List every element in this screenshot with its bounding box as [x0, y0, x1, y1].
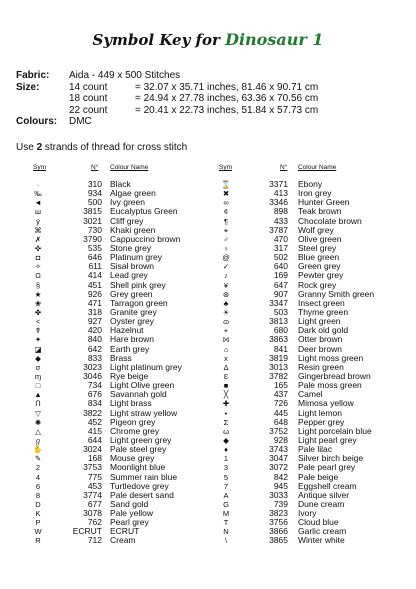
dmc-number: 413: [273, 188, 288, 199]
colour-name: Resin green: [298, 361, 344, 372]
colour-name: Pale moss green: [298, 380, 362, 391]
colour-name: Hunter Green: [298, 197, 350, 208]
colour-name: Earth grey: [110, 343, 150, 354]
symbol-glyph: △: [35, 426, 41, 436]
dmc-number: 646: [87, 252, 102, 263]
symbol-glyph: ⊛: [222, 289, 230, 299]
dmc-number: 644: [87, 434, 102, 445]
table-row: [0, 500, 416, 509]
colour-name: Garlic cream: [298, 526, 347, 537]
table-row: [0, 436, 416, 445]
symbol-glyph: K: [35, 509, 41, 519]
symbol-glyph: σ: [35, 362, 41, 372]
table-row: [0, 491, 416, 500]
dmc-number: 168: [87, 453, 102, 464]
dmc-number: 3743: [269, 444, 288, 455]
colour-name: Ivy green: [110, 197, 145, 208]
colour-name: Ivory: [298, 508, 317, 519]
symbol-glyph: ╳: [223, 390, 229, 400]
symbol-glyph: N: [223, 527, 229, 537]
dmc-number: 3371: [269, 179, 288, 189]
dmc-number: 503: [273, 306, 288, 317]
dmc-number: 907: [273, 288, 288, 299]
dmc-number: 3815: [83, 206, 102, 217]
colour-name: Steel grey: [298, 242, 337, 253]
page-title: [0, 30, 416, 49]
colour-name: Pale steel grey: [110, 444, 167, 455]
colour-name: Cream: [110, 535, 136, 546]
size-value: = 24.94 x 27.78 inches, 63.36 x 70.56 cm: [135, 93, 319, 104]
symbol-glyph: T: [223, 518, 229, 528]
colour-name: Light Olive green: [110, 380, 175, 391]
dmc-number: 169: [273, 270, 288, 281]
colour-name: Dark old gold: [298, 325, 349, 336]
table-row: [0, 253, 416, 262]
dmc-number: 3822: [83, 407, 102, 418]
table-row: [0, 226, 416, 235]
colour-name: Pearl grey: [110, 517, 149, 528]
colour-name: Light platinum grey: [110, 361, 182, 372]
dmc-number: 165: [273, 380, 288, 391]
symbol-glyph: 7: [223, 481, 229, 491]
dmc-number: 452: [87, 416, 102, 427]
symbol-glyph: ▲: [34, 390, 42, 400]
colour-name: Light porcelain blue: [298, 425, 372, 436]
symbol-glyph: □: [35, 381, 41, 391]
symbol-glyph: ⌂: [223, 344, 229, 354]
dmc-number: 3023: [83, 361, 102, 372]
dmc-number: ECRUT: [72, 526, 102, 537]
colour-name: Green grey: [298, 261, 341, 272]
colour-name: Chocolate brown: [298, 215, 362, 226]
dmc-number: 3024: [83, 444, 102, 455]
title-design-name: Dinosaur 1: [225, 30, 324, 49]
size-value: = 32.07 x 35.71 inches, 81.46 x 90.71 cm: [135, 81, 319, 93]
colour-name: Mimosa yellow: [298, 398, 354, 409]
dmc-number: 945: [273, 480, 288, 491]
colour-name: Granite grey: [110, 306, 157, 317]
symbol-glyph: ℊ: [34, 435, 42, 445]
colour-name: Rock grey: [298, 279, 337, 290]
dmc-number: 3756: [269, 517, 288, 528]
dmc-number: 762: [87, 517, 102, 528]
table-row: [0, 271, 416, 280]
size-row: [16, 105, 318, 117]
colour-name: Deer brown: [298, 343, 342, 354]
header-name-right: Colour Name: [298, 164, 337, 171]
dmc-number: 730: [87, 224, 102, 235]
dmc-number: 647: [273, 279, 288, 290]
table-row: [0, 527, 416, 536]
dmc-number: 3866: [269, 526, 288, 537]
colour-name: Lead grey: [110, 270, 148, 281]
table-row: [0, 482, 416, 491]
dmc-number: 310: [87, 179, 102, 189]
colour-name: Algae green: [110, 188, 156, 199]
dmc-number: 928: [273, 434, 288, 445]
table-row: [0, 326, 416, 335]
symbol-glyph: ☤: [35, 326, 41, 336]
symbol-glyph: G: [223, 499, 229, 509]
symbol-glyph: Σ: [223, 417, 229, 427]
colour-name: Granny Smith green: [298, 288, 375, 299]
colour-name: Silver birch beige: [298, 453, 364, 464]
symbol-glyph: ◘: [35, 253, 41, 263]
symbol-glyph: ✖: [222, 189, 230, 199]
symbol-glyph: ✧: [34, 262, 42, 272]
colour-name: Shell pink grey: [110, 279, 166, 290]
table-row: [0, 235, 416, 244]
colour-name: Pigeon grey: [110, 416, 156, 427]
colour-name: Cliff grey: [110, 215, 144, 226]
colour-name: Platinum grey: [110, 252, 162, 263]
dmc-number: 437: [273, 389, 288, 400]
fabric-value: Aida - 449 x 500 Stitches: [69, 70, 181, 81]
table-row: [0, 463, 416, 472]
colour-name: Cloud blue: [298, 517, 339, 528]
symbol-glyph: ✋: [33, 445, 43, 455]
dmc-number: 317: [273, 242, 288, 253]
colours-value: DMC: [69, 116, 92, 127]
title-prefix: Symbol Key for: [92, 31, 226, 49]
dmc-number: 451: [87, 279, 102, 290]
colour-name: Light moss green: [298, 352, 364, 363]
dmc-number: 712: [87, 535, 102, 546]
dmc-number: 841: [273, 343, 288, 354]
header-sym-left: Sym: [33, 164, 46, 171]
symbol-glyph: Ո: [35, 399, 41, 409]
table-row: [0, 317, 416, 326]
dmc-number: 640: [273, 261, 288, 272]
colour-name: Oyster grey: [110, 316, 154, 327]
dmc-number: 3790: [83, 233, 102, 244]
fabric-info: [16, 70, 318, 128]
symbol-glyph: 3: [223, 463, 229, 473]
size-count: 22 count: [69, 104, 108, 116]
colour-name: Savannah gold: [110, 389, 167, 400]
colour-name: Pale yellow: [110, 508, 153, 519]
size-count: 18 count: [69, 93, 108, 104]
dmc-number: 677: [87, 498, 102, 509]
symbol-glyph: ❀: [34, 298, 42, 308]
table-row: [0, 198, 416, 207]
dmc-number: 934: [87, 188, 102, 199]
dmc-number: 648: [273, 416, 288, 427]
table-row: [0, 354, 416, 363]
colour-name: Iron grey: [298, 188, 332, 199]
dmc-number: 3047: [269, 453, 288, 464]
colour-name: Light green grey: [110, 434, 172, 445]
colour-name: ECRUT: [110, 526, 140, 537]
symbol-glyph: W: [34, 527, 42, 537]
symbol-glyph: ω: [223, 426, 229, 436]
table-row: [0, 217, 416, 226]
dmc-number: 3078: [83, 508, 102, 519]
symbol-glyph: ɱ: [34, 371, 42, 381]
colour-name: Summer rain blue: [110, 471, 178, 482]
symbol-glyph: \: [224, 536, 228, 546]
colour-name: Dune cream: [298, 498, 345, 509]
fabric-row: [16, 70, 318, 82]
colour-name: Light brass: [110, 398, 152, 409]
table-row: [0, 290, 416, 299]
dmc-number: 3823: [269, 508, 288, 519]
colour-name: Pale desert sand: [110, 489, 174, 500]
symbol-glyph: @: [222, 253, 230, 263]
dmc-number: 318: [87, 306, 102, 317]
table-row: [0, 244, 416, 253]
symbol-glyph: ✚: [222, 399, 230, 409]
dmc-number: 453: [87, 480, 102, 491]
symbol-glyph: Ɛ: [223, 371, 229, 381]
dmc-number: 3346: [269, 197, 288, 208]
table-row: [0, 335, 416, 344]
symbol-glyph: ∆: [223, 362, 229, 372]
dmc-number: 502: [273, 252, 288, 263]
symbol-glyph: ◆: [35, 353, 41, 363]
symbol-glyph: ◆: [223, 435, 229, 445]
symbol-glyph: ★: [34, 289, 42, 299]
table-row: [0, 299, 416, 308]
symbol-glyph: ◄: [34, 198, 42, 208]
colour-name: Hazelnut: [110, 325, 144, 336]
colour-name: Brass: [110, 352, 132, 363]
colour-name: Insect green: [298, 297, 345, 308]
colour-name: Winter white: [298, 535, 345, 546]
dmc-number: 3013: [269, 361, 288, 372]
colour-name: Moonlight blue: [110, 462, 166, 473]
dmc-number: 775: [87, 471, 102, 482]
header-num-left: N°: [91, 164, 99, 171]
colour-name: Teak brown: [298, 206, 342, 217]
symbol-glyph: ♣: [223, 298, 229, 308]
symbol-glyph: ✤: [34, 307, 42, 317]
size-value: = 20.41 x 22.73 inches, 51.84 x 57.73 cm: [135, 104, 319, 116]
size-row: [16, 82, 318, 94]
symbol-glyph: ▽: [35, 408, 41, 418]
symbol-glyph: ¶: [223, 216, 229, 226]
dmc-number: 840: [87, 334, 102, 345]
dmc-number: 500: [87, 197, 102, 208]
symbol-glyph: x: [224, 353, 228, 363]
symbol-glyph: ⌖: [223, 225, 229, 235]
symbol-glyph: ¢: [223, 207, 229, 217]
dmc-number: 420: [87, 325, 102, 336]
colour-name: Pewter grey: [298, 270, 344, 281]
strand-count: 2: [36, 142, 43, 153]
colour-name: Black: [110, 179, 131, 189]
symbol-glyph: 1: [223, 454, 229, 464]
dmc-number: 833: [87, 352, 102, 363]
table-row: [0, 536, 416, 545]
colour-name: Eucalyptus Green: [110, 206, 178, 217]
colour-name: Turtledove grey: [110, 480, 169, 491]
symbol-glyph: Ω: [35, 271, 41, 281]
symbol-glyph: ✜: [34, 243, 42, 253]
colour-name: Pale pearl grey: [298, 462, 356, 473]
symbol-glyph: ✦: [34, 335, 42, 345]
colour-name: Light straw yellow: [110, 407, 178, 418]
dmc-number: 470: [273, 233, 288, 244]
table-row: [0, 409, 416, 418]
colour-name: Pepper grey: [298, 416, 345, 427]
colour-name: Cappuccino brown: [110, 233, 181, 244]
table-row: [0, 381, 416, 390]
dmc-number: 834: [87, 398, 102, 409]
symbol-glyph: M: [222, 509, 230, 519]
header-num-right: N°: [280, 164, 288, 171]
symbol-glyph: §: [35, 280, 41, 290]
dmc-number: 726: [273, 398, 288, 409]
dmc-number: 739: [273, 498, 288, 509]
dmc-number: 471: [87, 297, 102, 308]
colour-name: Gingerbread brown: [298, 370, 371, 381]
symbol-glyph: ☀: [222, 307, 230, 317]
size-row: [16, 93, 318, 105]
dmc-number: 926: [87, 288, 102, 299]
symbol-glyph: 4: [35, 472, 41, 482]
dmc-number: 3774: [83, 489, 102, 500]
colours-label: Colours:: [16, 116, 58, 127]
colour-name: Chrome grey: [110, 425, 160, 436]
colour-name: Light green: [298, 316, 341, 327]
dmc-number: 3753: [83, 462, 102, 473]
dmc-number: 3021: [83, 215, 102, 226]
header-name-left: Colour Name: [110, 164, 149, 171]
dmc-number: 414: [87, 270, 102, 281]
symbol-glyph: ‰: [34, 189, 42, 199]
colour-name: Thyme green: [298, 306, 349, 317]
dmc-number: 898: [273, 206, 288, 217]
symbol-glyph: 6: [35, 481, 41, 491]
symbol-glyph: ✺: [34, 417, 42, 427]
colour-name: Otter brown: [298, 334, 343, 345]
colour-name: Eggshell cream: [298, 480, 357, 491]
symbol-glyph: 8: [35, 490, 41, 500]
colour-name: Antique silver: [298, 489, 350, 500]
symbol-glyph: ◪: [34, 344, 42, 354]
dmc-number: 433: [273, 215, 288, 226]
colour-name: Rye beige: [110, 370, 149, 381]
colour-name: Stone grey: [110, 242, 152, 253]
symbol-glyph: ♀: [223, 243, 229, 253]
dmc-number: 927: [87, 316, 102, 327]
symbol-glyph: ⨝: [222, 335, 230, 345]
colour-name: Khaki green: [110, 224, 156, 235]
table-row: [0, 399, 416, 408]
symbol-glyph: <: [35, 317, 41, 327]
size-label: Size:: [16, 81, 40, 93]
dmc-number: 3072: [269, 462, 288, 473]
symbol-glyph: ♦: [224, 445, 228, 455]
colour-name: Pale lilac: [298, 444, 333, 455]
dmc-number: 415: [87, 425, 102, 436]
dmc-number: 3865: [269, 535, 288, 546]
table-row: [0, 308, 416, 317]
symbol-glyph: ♪: [224, 271, 228, 281]
symbol-glyph: 5: [223, 472, 229, 482]
dmc-number: 734: [87, 380, 102, 391]
symbol-glyph: ■: [223, 381, 229, 391]
symbol-glyph: 2: [35, 463, 41, 473]
dmc-number: 3347: [269, 297, 288, 308]
fabric-label: Fabric:: [16, 70, 50, 81]
dmc-number: 3782: [269, 370, 288, 381]
symbol-glyph: ✎: [34, 454, 42, 464]
dmc-number: 642: [87, 343, 102, 354]
colour-name: Camel: [298, 389, 323, 400]
thread-instruction: Use 2 strands of thread for cross stitch: [16, 142, 188, 153]
colour-name: Tarragon green: [110, 297, 168, 308]
key-rows: [0, 180, 416, 546]
header-sym-right: Sym: [219, 164, 232, 171]
dmc-number: 3046: [83, 370, 102, 381]
dmc-number: 3787: [269, 224, 288, 235]
symbol-glyph: P: [35, 518, 41, 528]
table-row: [0, 518, 416, 527]
colour-name: Mouse grey: [110, 453, 155, 464]
symbol-glyph: A: [223, 490, 229, 500]
colour-name: Wolf grey: [298, 224, 334, 235]
symbol-glyph: ¥: [223, 280, 229, 290]
symbol-glyph: +: [223, 326, 229, 336]
symbol-glyph: ♂: [223, 234, 229, 244]
dmc-number: 3033: [269, 489, 288, 500]
colour-name: Sisal brown: [110, 261, 154, 272]
table-row: [0, 509, 416, 518]
dmc-number: 611: [88, 261, 102, 272]
dmc-number: 3819: [269, 352, 288, 363]
colour-name: Hare brown: [110, 334, 154, 345]
colour-name: Grey green: [110, 288, 153, 299]
size-count: 14 count: [69, 81, 108, 93]
dmc-number: 3752: [269, 425, 288, 436]
dmc-number: 676: [87, 389, 102, 400]
symbol-glyph: ÿ: [36, 216, 40, 226]
symbol-glyph: R: [35, 536, 41, 546]
colour-name: Ebony: [298, 179, 323, 189]
dmc-number: 445: [273, 407, 288, 418]
colour-name: Pale beige: [298, 471, 339, 482]
dmc-number: 535: [87, 242, 102, 253]
symbol-glyph: ⌘: [34, 225, 42, 235]
symbol-glyph: ·: [36, 180, 40, 189]
colours-row: [16, 116, 318, 128]
symbol-glyph: ⌛: [221, 180, 231, 189]
symbol-glyph: ɷ: [223, 317, 229, 327]
dmc-number: 680: [273, 325, 288, 336]
colour-name: Olive green: [298, 233, 342, 244]
colour-name: Light pearl grey: [298, 434, 357, 445]
dmc-number: 842: [273, 471, 288, 482]
dmc-number: 3813: [269, 316, 288, 327]
symbol-glyph: ∞: [223, 198, 229, 208]
colour-name: Light lemon: [298, 407, 342, 418]
symbol-glyph: ✓: [222, 262, 230, 272]
symbol-glyph: ✗: [34, 234, 42, 244]
symbol-glyph: •: [224, 408, 228, 418]
symbol-glyph: ш: [34, 207, 42, 217]
colour-name: Blue green: [298, 252, 340, 263]
dmc-number: 3863: [269, 334, 288, 345]
symbol-glyph: D: [35, 499, 41, 509]
colour-name: Sand gold: [110, 498, 149, 509]
table-row: [0, 189, 416, 198]
table-row: [0, 180, 416, 189]
table-row: [0, 262, 416, 271]
